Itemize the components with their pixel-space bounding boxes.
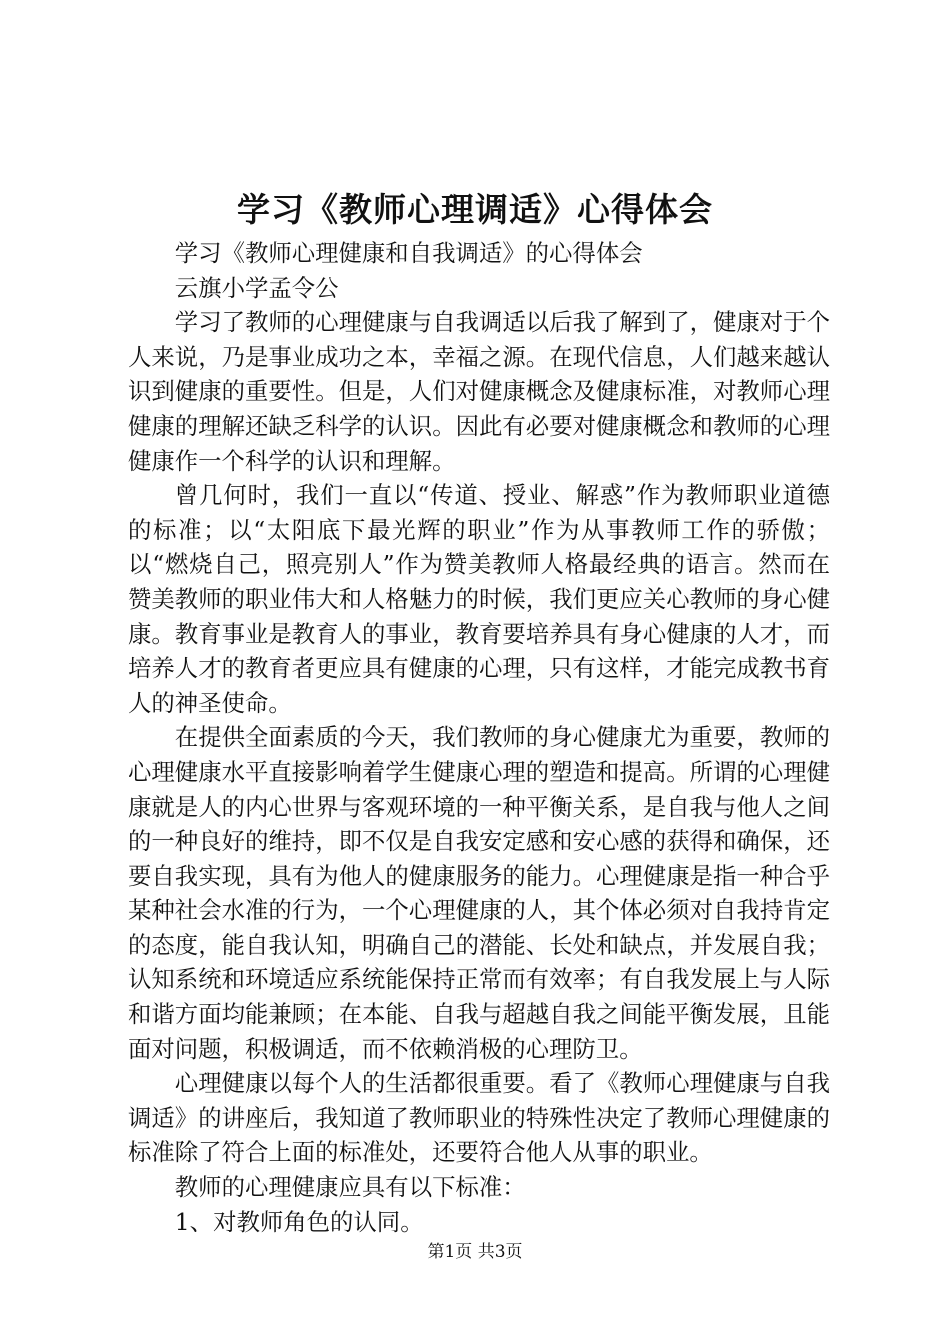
body-paragraph: 学习了教师的心理健康与自我调适以后我了解到了，健康对于个人来说，乃是事业成功之本，幸福之源。在现代信息，人们越来越认识到健康的重要性。但是，人们对健康概念及健康标准，对教师心理健康的理解还缺乏科学的认识。因此有必要对健康概念和教师的心理健康作一个科学的认识和理解。: [128, 308, 830, 475]
list-item: 1、对教师角色的认同。: [174, 1207, 424, 1236]
body-paragraph: 心理健康以每个人的生活都很重要。看了《教师心理健康与自我调适》的讲座后，我知道了教师职业的特殊性决定了教师心理健康的标准除了符合上面的标准处，还要符合他人从事的职业。: [128, 1069, 830, 1167]
document-body: [128, 236, 830, 1239]
subtitle-paragraph: 学习《教师心理健康和自我调适》的心得体会: [174, 239, 643, 267]
document-title: 学习《教师心理调适》心得体会: [237, 190, 713, 229]
body-paragraph: 教师的心理健康应具有以下标准：: [174, 1173, 526, 1202]
author-paragraph: 云旗小学孟令公: [174, 273, 339, 302]
body-paragraph: 在提供全面素质的今天，我们教师的身心健康尤为重要，教师的心理健康水平直接影响着学生健康心理的塑造和提高。所谓的心理健康就是人的内心世界与客观环境的一种平衡关系，是自我与他人之间的一种良好的维持，即不仅是自我安定感和安心感的获得和确保，还要自我实现，具有为他人的健康服务的能力。心理健康是指一种合乎某种社会水准的行为，一个心理健康的人，其个体必须对自我持肯定的态度，能自我认知，明确自己的潜能、长处和缺点，并发展自我；认知系统和环境适应系统能保持正常而有效率；有自我发展上与人际和谐方面均能兼顾；在本能、自我与超越自我之间能平衡发展，且能面对问题，积极调适，而不依赖消极的心理防卫。: [128, 723, 830, 1063]
body-paragraph: 曾几何时，我们一直以“传道、授业、解惑”作为教师职业道德的标准；以“太阳底下最光辉的职业”作为从事教师工作的骄傲；以“燃烧自己，照亮别人”作为赞美教师人格最经典的语言。然而在赞美教师的职业伟大和人格魅力的时候，我们更应关心教师的身心健康。教育事业是教育人的事业，教育要培养具有身心健康的人才，而培养人才的教育者更应具有健康的心理，只有这样，才能完成教书育人的神圣使命。: [128, 481, 830, 717]
page-footer: 第1页 共3页: [427, 1242, 523, 1262]
